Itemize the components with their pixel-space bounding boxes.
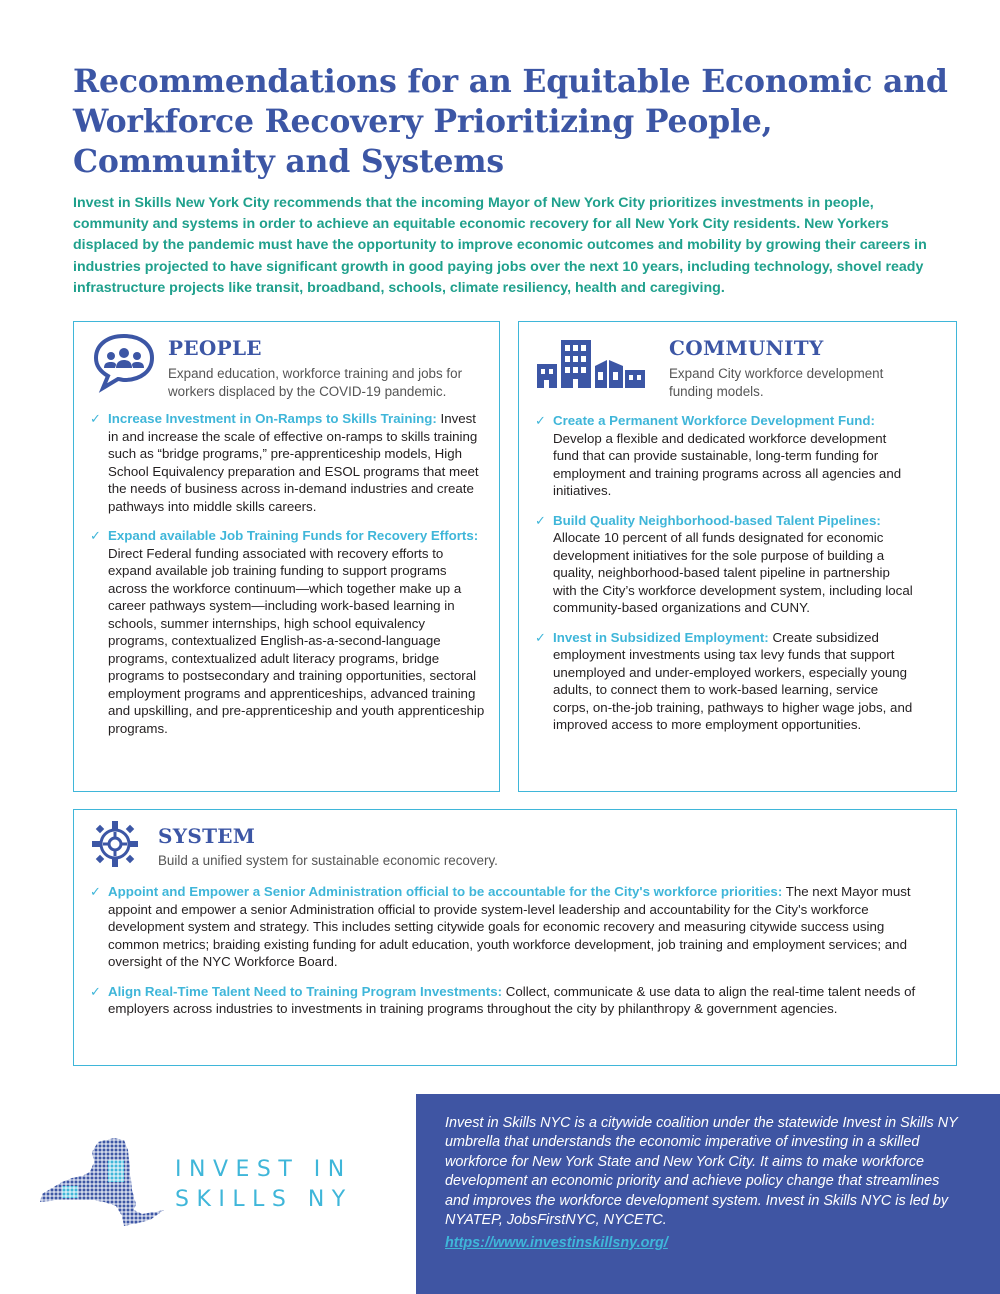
- logo-line-2: SKILLS NY: [175, 1187, 353, 1212]
- item-text: Invest in and increase the scale of effective on-ramps to skills training such as “bridge programs,” pre-apprenticeship models, High School Equivalency preparation and ESOL programs that meet the needs of business across in-demand industries and create pathways into middle skills careers.: [108, 411, 479, 514]
- people-subtitle: Expand education, workforce training and jobs for workers displaced by the COVID-19 pandemic.: [168, 366, 463, 399]
- community-subtitle: Expand City workforce development funding models.: [669, 366, 884, 399]
- people-heading: PEOPLE: [168, 336, 262, 360]
- item-lead: Increase Investment in On-Ramps to Skills Training:: [108, 411, 437, 426]
- item-lead: Appoint and Empower a Senior Administration official to be accountable for the City's workforce priorities:: [108, 884, 783, 899]
- page-title: Recommendations for an Equitable Economic and Workforce Recovery Prioritizing People, Community and Systems: [73, 63, 948, 180]
- system-subtitle: Build a unified system for sustainable economic recovery.: [158, 853, 498, 868]
- check-icon: ✓: [90, 884, 101, 899]
- intro-paragraph: Invest in Skills New York City recommends that the incoming Mayor of New York City prioritizes investments in people, community and systems in order to achieve an equitable economic recovery for all New York City residents. New Yorkers displaced by the pandemic must have the opportunity to improve economic outcomes and mobility by growing their careers in industries projected to have significant growth in good paying jobs over the next 10 years, including technology, shovel ready infrastructure projects like transit, broadband, schools, climate resiliency, health and caregiving.: [73, 195, 927, 296]
- system-card: [73, 809, 957, 1066]
- gear-network-icon: [91, 820, 139, 868]
- list-item: [535, 412, 915, 500]
- item-text: Develop a flexible and dedicated workforce development fund that can provide sustainable, long-term funding for employment and training programs across all agencies and initiatives.: [553, 430, 902, 498]
- check-icon: ✓: [90, 983, 101, 999]
- check-icon: ✓: [90, 528, 101, 543]
- logo-line-1: INVEST IN: [175, 1157, 352, 1182]
- city-buildings-icon: [535, 336, 647, 390]
- list-item: [535, 629, 915, 734]
- about-text: Invest in Skills NYC is a citywide coalition under the statewide Invest in Skills NY umbrella that understands the economic imperative of investing in a skilled workforce for New York State and New York City. It aims to make workforce development an economic priority and achieve policy change that streamlines and improves the workforce development system. Invest in Skills NYC is led by NYATEP, JobsFirstNYC, NYCETC.: [445, 1115, 958, 1229]
- list-item: [90, 883, 920, 971]
- item-text: Create subsidized employment investments using tax levy funds that support unemployed and under-employed workers, especially young adults, to connect them to work-based learning, service corps, on-the-job training, pathways to higher wage jobs, and improved access to more employment opportunities.: [553, 629, 913, 732]
- list-item: [90, 527, 485, 737]
- about-panel: [416, 1094, 1000, 1294]
- check-icon: ✓: [535, 512, 546, 528]
- people-speech-bubble-icon: [91, 331, 157, 393]
- item-text: Allocate 10 percent of all funds designated for economic development initiatives for the sole purpose of building a quality, neighborhood-based talent pipeline in partnership with the City’s workforce development system, including local community-based organizations and CUNY.: [553, 530, 913, 615]
- item-lead: Create a Permanent Workforce Development Fund:: [553, 413, 875, 428]
- item-lead: Align Real-Time Talent Need to Training Program Investments:: [108, 983, 503, 999]
- list-item: [535, 512, 915, 617]
- community-heading: COMMUNITY: [669, 336, 824, 360]
- check-icon: ✓: [535, 413, 546, 428]
- item-lead: Invest in Subsidized Employment:: [553, 629, 769, 645]
- check-icon: ✓: [535, 629, 546, 645]
- item-lead: Expand available Job Training Funds for Recovery Efforts:: [108, 528, 479, 543]
- item-text: Collect, communicate & use data to align the real-time talent needs of employers across industries to investments in training programs throughout the city by philanthropy & government agencies.: [108, 983, 916, 1016]
- item-text: The next Mayor must appoint and empower a senior Administration official to provide system-level leadership and accountability for the City's workforce development system and strategy. This includes setting citywide goals for economic recovery and measuring citywide success using common metrics; braiding existing funding for adult education, youth workforce development, job training and employment services; and oversight of the NYC Workforce Board.: [108, 884, 911, 969]
- list-item: [90, 983, 920, 1018]
- item-lead: Build Quality Neighborhood-based Talent Pipelines:: [553, 512, 881, 528]
- item-text: Direct Federal funding associated with recovery efforts to expand available job training funding to support programs across the workforce continuum—which together make up a career pathways system—including work-based learning in schools, summer internships, high school equivalency programs, contextualized English-as-a-second-language programs, contextualized adult literacy programs, bridge programs to postsecondary and training opportunities, sectoral employment programs and apprenticeships, advanced training and upskilling, and pre-apprenticeship and youth apprenticeship programs.: [108, 545, 485, 736]
- list-item: [90, 410, 485, 515]
- community-card: [518, 321, 957, 792]
- check-icon: ✓: [90, 411, 101, 426]
- people-card: [73, 321, 500, 792]
- website-link[interactable]: https://www.investinskillsny.org/: [445, 1235, 668, 1251]
- system-heading: SYSTEM: [158, 824, 256, 848]
- new-york-state-map-icon: [38, 1136, 168, 1228]
